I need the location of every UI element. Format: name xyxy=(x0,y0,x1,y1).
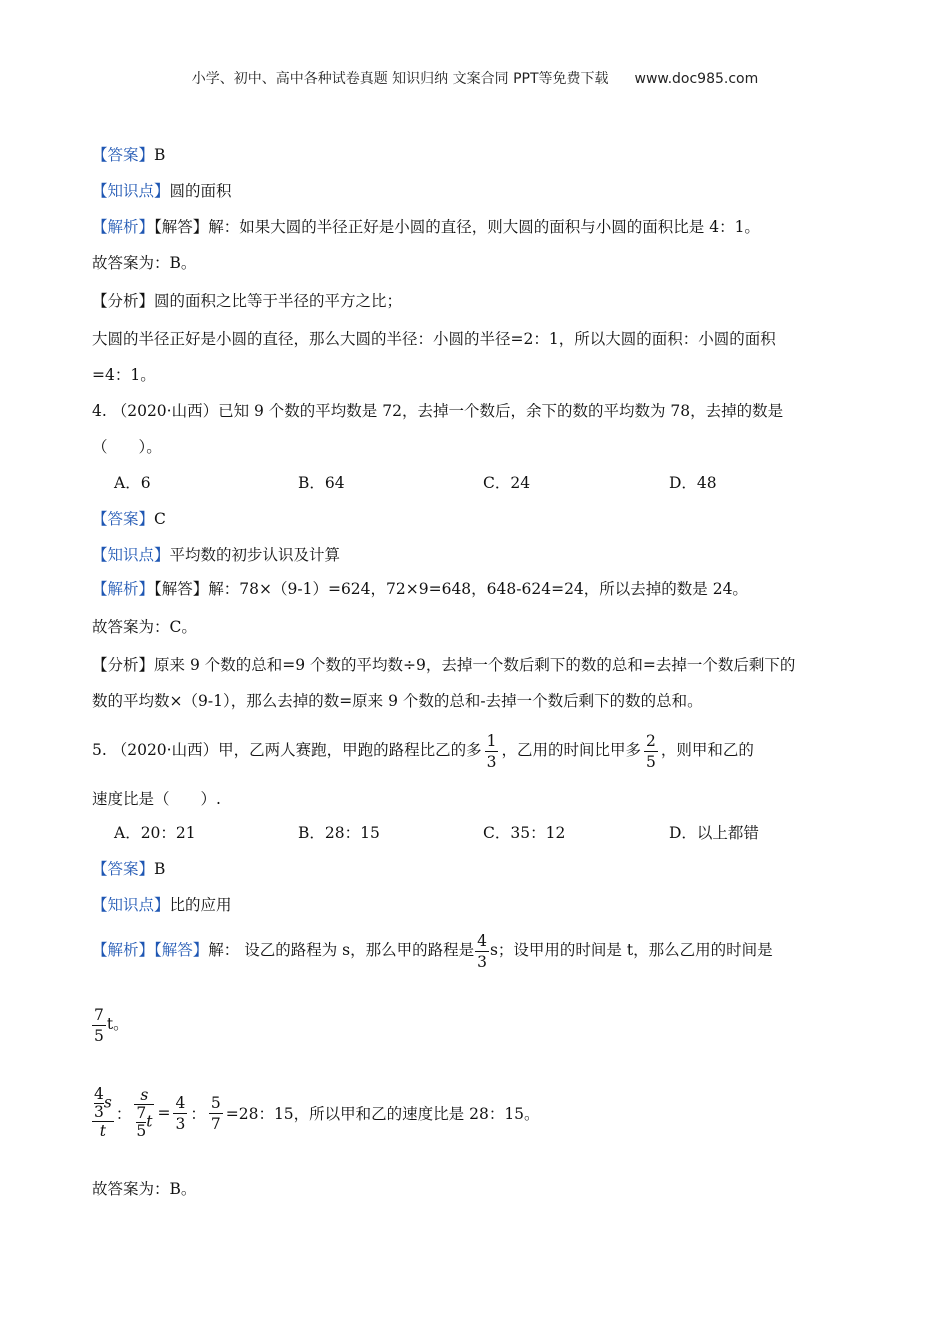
q4-stem-line2: （ ）。 xyxy=(92,438,162,456)
q5-stem-line2: 速度比是（ ）. xyxy=(92,790,221,808)
page-header xyxy=(0,68,950,88)
header-text: 小学、初中、高中各种试卷真题 知识归纳 文案合同 PPT等免费下载 xyxy=(191,71,609,87)
fraction-four-thirds-2: $\frac{4}{3}$ xyxy=(175,1093,186,1133)
q4-conclusion: 故答案为：C。 xyxy=(92,618,197,636)
q4-answer: 【答案】C xyxy=(92,510,166,528)
solution-tag: 【解答】 xyxy=(154,941,209,959)
complex-fraction-two: s $\frac{7}{5}$ t xyxy=(136,1086,153,1140)
answer-tag: 【答案】 xyxy=(92,860,155,878)
q3-fenxi-line3: =4：1。 xyxy=(92,366,156,384)
q3-fenxi-line2: 大圆的半径正好是小圆的直径，那么大圆的半径：小圆的半径=2：1，所以大圆的面积：小圆的面积 xyxy=(92,330,776,348)
solution-tag: 【解答】 xyxy=(154,580,209,598)
q4-option-b: B．64 xyxy=(298,474,345,492)
q4-option-c: C．24 xyxy=(483,474,531,492)
q5-math-expression: $\frac{4}{3}$ s t ： s $\frac{7}{5}$ t = $\frac{4}{3}$ ： $\frac{5}{7}$ =28：15，所以甲和乙的速度比是 28：15。 xyxy=(94,1085,540,1140)
q5-option-b: B．28：15 xyxy=(298,824,380,842)
fenxi-tag: 【分析】 xyxy=(92,292,155,310)
q3-fenxi: 【分析】圆的面积之比等于半径的平方之比； xyxy=(92,292,403,310)
q5-option-c: C．35：12 xyxy=(483,824,566,842)
q5-knowledge-point: 【知识点】比的应用 xyxy=(92,896,232,914)
q4-stem: 4. （2020·山西）已知 9 个数的平均数是 72，去掉一个数后，余下的数的平均数为 78，去掉的数是 xyxy=(92,402,784,420)
q3-solution: 【解析】【解答】解：如果大圆的半径正好是小圆的直径，则大圆的面积与小圆的面积比是 4：1。 xyxy=(92,218,760,236)
q4-fenxi-line2: 数的平均数×（9-1），那么去掉的数=原来 9 个数的总和-去掉一个数后剩下的数的总和。 xyxy=(92,692,703,710)
solution-tag: 【解答】 xyxy=(154,218,209,236)
knowledge-tag: 【知识点】 xyxy=(92,546,170,564)
header-url[interactable]: www.doc985.com xyxy=(634,71,759,87)
analysis-tag: 【解析】 xyxy=(92,941,155,959)
q3-answer: 【答案】B xyxy=(92,146,166,164)
fraction-four-thirds: $\frac{4}{3}$ xyxy=(477,931,487,971)
answer-tag: 【答案】 xyxy=(92,510,155,528)
fraction-one-third: $\frac{1}{3}$ xyxy=(486,731,497,771)
q4-knowledge-point: 【知识点】平均数的初步认识及计算 xyxy=(92,546,341,564)
knowledge-tag: 【知识点】 xyxy=(92,896,170,914)
q4-solution: 【解析】【解答】解：78×（9-1）=624，72×9=648，648-624=24，所以去掉的数是 24。 xyxy=(92,580,748,598)
answer-tag: 【答案】 xyxy=(92,146,155,164)
knowledge-tag: 【知识点】 xyxy=(92,182,170,200)
q5-answer: 【答案】B xyxy=(92,860,166,878)
analysis-tag: 【解析】 xyxy=(92,218,155,236)
q5-option-a: A．20：21 xyxy=(114,824,196,842)
analysis-tag: 【解析】 xyxy=(92,580,155,598)
q5-stem: 5. （2020·山西）甲，乙两人赛跑，甲跑的路程比乙的多 $\frac{1}{3}$ ，乙用的时间比甲多 $\frac{2}{5}$ ，则甲和乙的 xyxy=(92,731,754,771)
q3-conclusion: 故答案为：B。 xyxy=(92,254,197,272)
q4-fenxi: 【分析】原来 9 个数的总和=9 个数的平均数÷9，去掉一个数后剩下的数的总和=去掉一个数后剩下的 xyxy=(92,656,796,674)
q4-option-d: D．48 xyxy=(669,474,717,492)
fenxi-tag: 【分析】 xyxy=(92,656,155,674)
q5-conclusion: 故答案为：B。 xyxy=(92,1180,197,1198)
fraction-two-fifths: $\frac{2}{5}$ xyxy=(645,731,656,771)
fraction-seven-fifths: $\frac{7}{5}$ xyxy=(94,1005,104,1045)
q3-knowledge-point: 【知识点】圆的面积 xyxy=(92,182,232,200)
complex-fraction-one: $\frac{4}{3}$ s t xyxy=(94,1085,112,1140)
q5-solution-line2: $\frac{7}{5}$ t。 xyxy=(94,1005,129,1045)
q5-solution: 【解析】【解答】解： 设乙的路程为 s，那么甲的路程是 $\frac{4}{3}$ s；设甲用的时间是 t，那么乙用的时间是 xyxy=(92,931,773,971)
fraction-five-sevenths: $\frac{5}{7}$ xyxy=(210,1093,221,1133)
q5-option-d: D．以上都错 xyxy=(669,824,759,842)
q4-option-a: A．6 xyxy=(114,474,151,492)
